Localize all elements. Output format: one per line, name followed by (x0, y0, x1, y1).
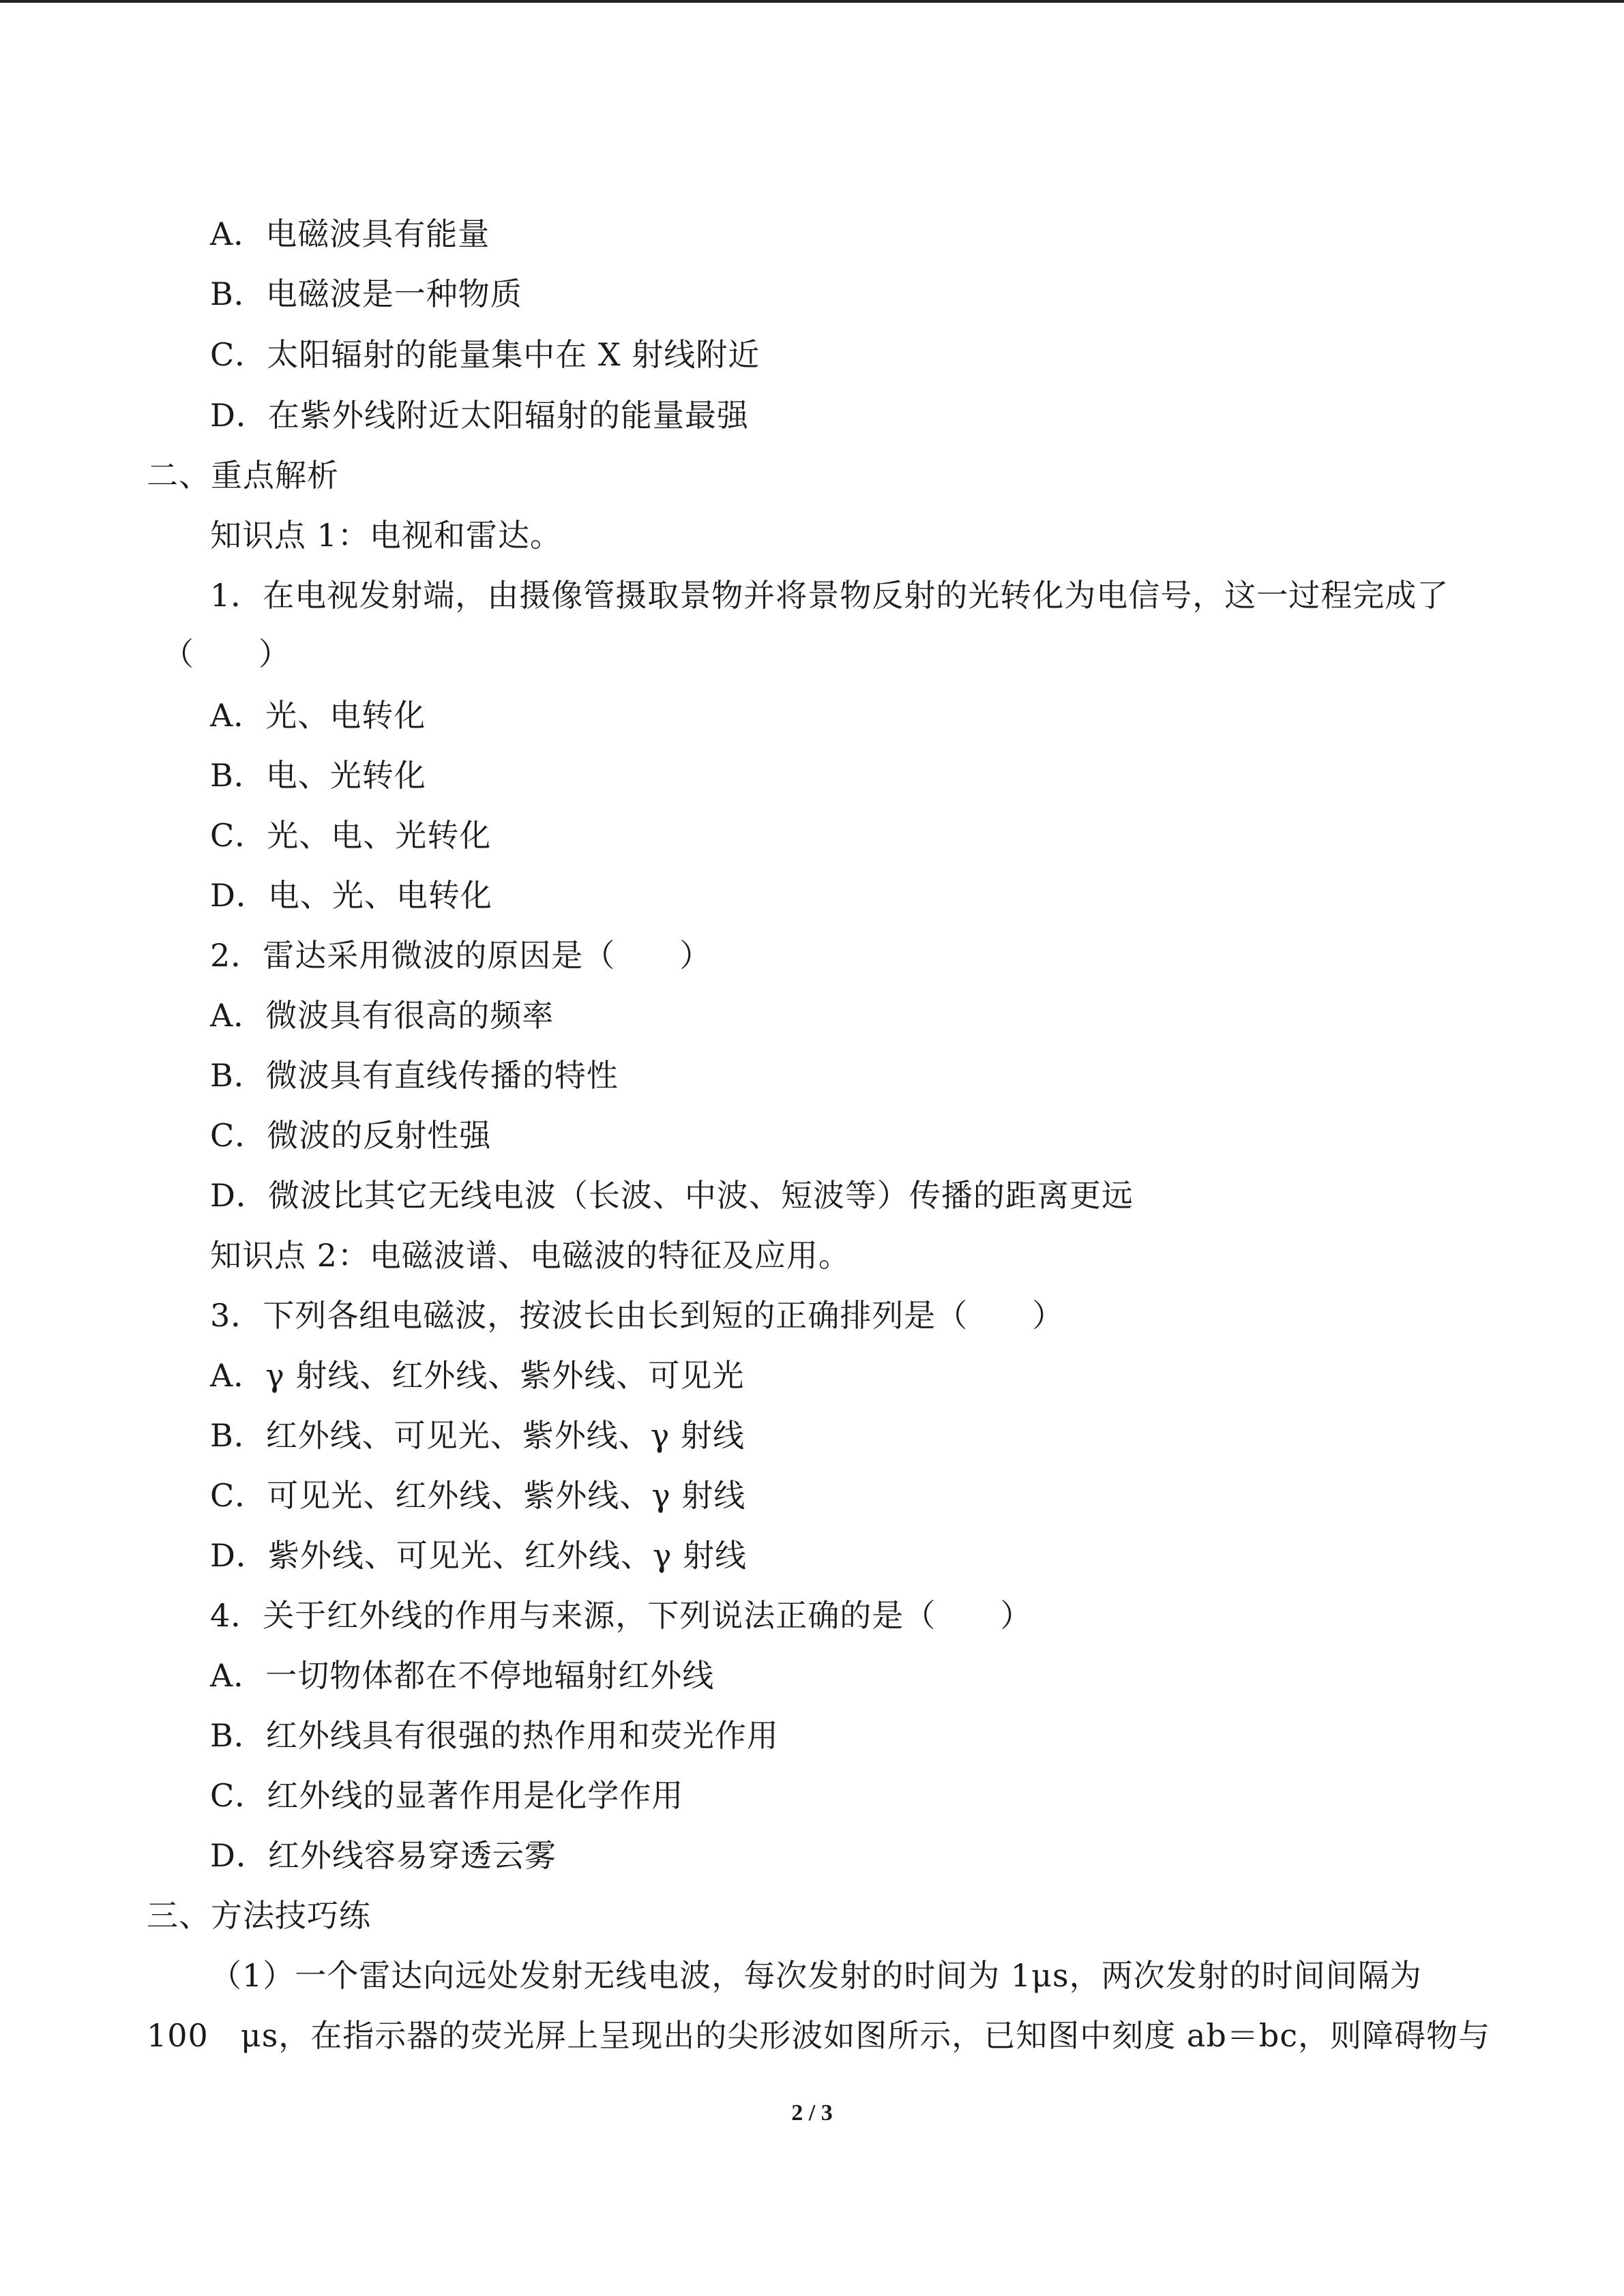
option-c-q3: C．可见光、红外线、紫外线、γ 射线 (210, 1477, 746, 1514)
option-b-q0: B．电磁波是一种物质 (210, 275, 522, 312)
option-c-q2: C．微波的反射性强 (210, 1117, 492, 1154)
question-1-text: 1．在电视发射端，由摄像管摄取景物并将景物反射的光转化为电信号，这一过程完成了 (210, 577, 1449, 614)
option-b-q1: B．电、光转化 (210, 757, 426, 794)
knowledge-point-1: 知识点 1：电视和雷达。 (210, 517, 562, 554)
option-a-q3: A．γ 射线、红外线、紫外线、可见光 (210, 1357, 745, 1394)
section-heading-3: 三、方法技巧练 (147, 1897, 371, 1934)
problem-1-continuation: 100 μs，在指示器的荧光屏上呈现出的尖形波如图所示，已知图中刻度 ab＝bc，则障碍物与 (147, 2017, 1491, 2054)
question-1-blank: （ ） (162, 636, 291, 672)
option-a-q0: A．电磁波具有能量 (210, 215, 490, 252)
option-d-q0: D．在紫外线附近太阳辐射的能量最强 (210, 397, 749, 434)
page-number: 2 / 3 (791, 2100, 833, 2126)
question-4-text: 4．关于红外线的作用与来源，下列说法正确的是（ ） (210, 1597, 1033, 1634)
problem-1-text: （1）一个雷达向远处发射无线电波，每次发射的时间为 1μs，两次发射的时间间隔为 (210, 1957, 1422, 1994)
option-b-q3: B．红外线、可见光、紫外线、γ 射线 (210, 1417, 745, 1454)
option-a-q1: A．光、电转化 (210, 697, 426, 734)
option-a-q2: A．微波具有很高的频率 (210, 997, 555, 1034)
option-d-q4: D．红外线容易穿透云雾 (210, 1837, 557, 1874)
option-b-q2: B．微波具有直线传播的特性 (210, 1057, 619, 1094)
option-c-q0: C．太阳辐射的能量集中在 X 射线附近 (210, 336, 761, 373)
option-c-q4: C．红外线的显著作用是化学作用 (210, 1777, 684, 1814)
section-heading-2: 二、重点解析 (147, 457, 339, 494)
option-c-q1: C．光、电、光转化 (210, 817, 492, 854)
option-d-q1: D．电、光、电转化 (210, 877, 492, 914)
option-d-q3: D．紫外线、可见光、红外线、γ 射线 (210, 1537, 747, 1574)
option-a-q4: A．一切物体都在不停地辐射红外线 (210, 1657, 715, 1694)
question-3-text: 3．下列各组电磁波，按波长由长到短的正确排列是（ ） (210, 1297, 1065, 1334)
option-b-q4: B．红外线具有很强的热作用和荧光作用 (210, 1717, 779, 1754)
knowledge-point-2: 知识点 2：电磁波谱、电磁波的特征及应用。 (210, 1237, 851, 1274)
option-d-q2: D．微波比其它无线电波（长波、中波、短波等）传播的距离更远 (210, 1177, 1134, 1214)
question-2-text: 2．雷达采用微波的原因是（ ） (210, 937, 712, 974)
